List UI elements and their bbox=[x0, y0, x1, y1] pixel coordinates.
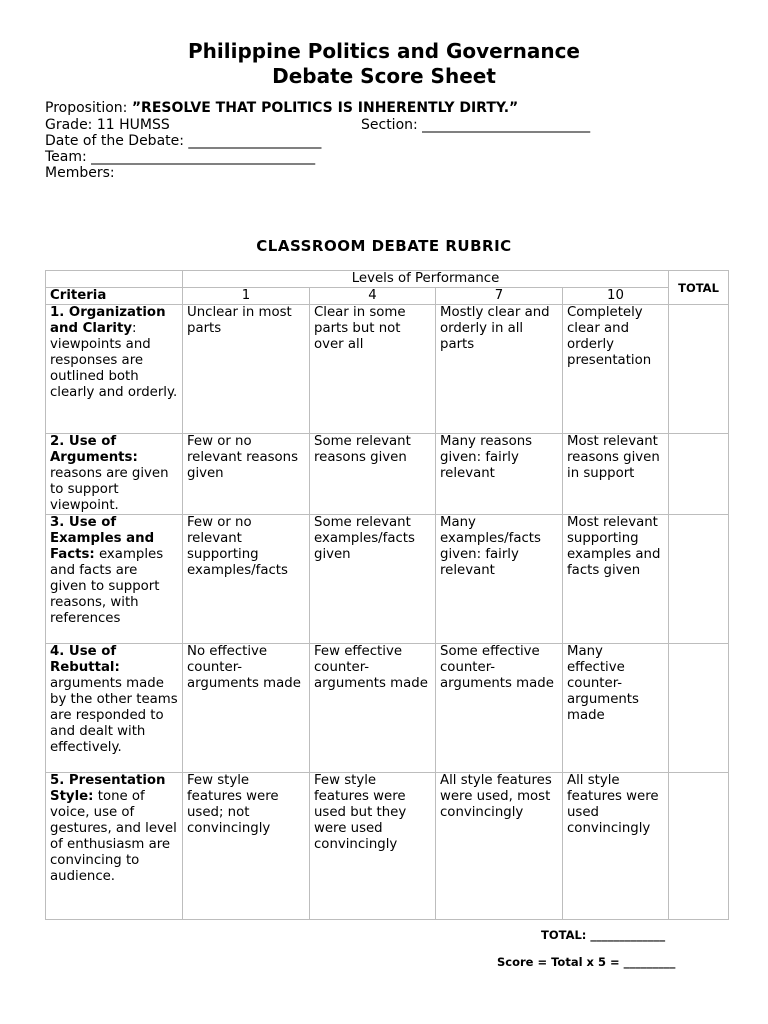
score-line: Score = Total x 5 = _________ bbox=[497, 955, 676, 969]
level-cell: No effective counter-arguments made bbox=[183, 644, 310, 773]
level-header: 4 bbox=[310, 288, 436, 305]
section-field: Section: ________________________ bbox=[361, 117, 591, 133]
grade-field: Grade: 11 HUMSS bbox=[45, 117, 170, 133]
level-header: 10 bbox=[563, 288, 669, 305]
level-cell: Clear in some parts but not over all bbox=[310, 305, 436, 434]
rubric-title: CLASSROOM DEBATE RUBRIC bbox=[256, 237, 512, 255]
criteria-cell bbox=[46, 515, 183, 644]
criteria-name: 2. Use of Arguments: bbox=[50, 434, 138, 465]
table-row bbox=[46, 644, 729, 773]
criteria-cell bbox=[46, 434, 183, 515]
proposition-label: Proposition: bbox=[45, 100, 132, 116]
criteria-cell bbox=[46, 773, 183, 920]
criteria-name: 1. Organization and Clarity bbox=[50, 305, 166, 336]
level-header: 1 bbox=[183, 288, 310, 305]
level-cell: Few style features were used but they were used convincingly bbox=[310, 773, 436, 920]
criteria-description: reasons are given to support viewpoint. bbox=[50, 466, 169, 513]
criteria-header: Criteria bbox=[46, 288, 183, 305]
level-cell: Few style features were used; not convincingly bbox=[183, 773, 310, 920]
level-header: 7 bbox=[436, 288, 563, 305]
level-cell: Most relevant supporting examples and facts given bbox=[563, 515, 669, 644]
level-cell: Some relevant reasons given bbox=[310, 434, 436, 515]
total-cell bbox=[669, 305, 729, 434]
total-line: TOTAL: _____________ bbox=[541, 928, 666, 942]
level-cell: Few or no relevant reasons given bbox=[183, 434, 310, 515]
rubric-table bbox=[45, 270, 729, 920]
level-cell: Some relevant examples/facts given bbox=[310, 515, 436, 644]
date-field: Date of the Debate: ___________________ bbox=[45, 133, 322, 149]
level-cell: Some effective counter-arguments made bbox=[436, 644, 563, 773]
members-field: Members: bbox=[45, 165, 115, 181]
table-row bbox=[46, 305, 729, 434]
criteria-description: examples and facts are given to support reasons, with references bbox=[50, 547, 164, 626]
total-cell bbox=[669, 434, 729, 515]
criteria-cell bbox=[46, 305, 183, 434]
criteria-name: 4. Use of Rebuttal: bbox=[50, 644, 120, 675]
level-cell: Many effective counter-arguments made bbox=[563, 644, 669, 773]
criteria-name: 3. Use of Examples and Facts: bbox=[50, 515, 155, 562]
level-cell: Most relevant reasons given in support bbox=[563, 434, 669, 515]
empty-header-cell bbox=[46, 271, 183, 288]
document-subtitle: Debate Score Sheet bbox=[272, 64, 496, 88]
level-cell: Few effective counter-arguments made bbox=[310, 644, 436, 773]
criteria-description: arguments made by the other teams are responded to and dealt with effectively. bbox=[50, 676, 178, 755]
table-row bbox=[46, 773, 729, 920]
level-cell: Unclear in most parts bbox=[183, 305, 310, 434]
total-cell bbox=[669, 773, 729, 920]
criteria-cell bbox=[46, 644, 183, 773]
level-cell: Mostly clear and orderly in all parts bbox=[436, 305, 563, 434]
table-row bbox=[46, 515, 729, 644]
total-header: TOTAL bbox=[669, 271, 729, 305]
level-cell: Completely clear and orderly presentation bbox=[563, 305, 669, 434]
criteria-description: tone of voice, use of gestures, and level of enthusiasm are convincing to audience. bbox=[50, 789, 177, 884]
level-cell: Many examples/facts given: fairly relevant bbox=[436, 515, 563, 644]
total-cell bbox=[669, 515, 729, 644]
criteria-name: 5. Presentation Style: bbox=[50, 773, 166, 804]
levels-header: Levels of Performance bbox=[183, 271, 669, 288]
team-field: Team: ________________________________ bbox=[45, 149, 316, 165]
table-row bbox=[46, 434, 729, 515]
proposition-line bbox=[45, 100, 518, 117]
proposition-value: ”RESOLVE THAT POLITICS IS INHERENTLY DIRTY.” bbox=[131, 100, 519, 116]
total-cell bbox=[669, 644, 729, 773]
level-cell: Many reasons given: fairly relevant bbox=[436, 434, 563, 515]
level-cell: All style features were used, most convincingly bbox=[436, 773, 563, 920]
criteria-description: : viewpoints and responses are outlined both clearly and orderly. bbox=[50, 321, 178, 400]
document-title: Philippine Politics and Governance bbox=[188, 39, 580, 63]
level-cell: All style features were used convincingly bbox=[563, 773, 669, 920]
level-cell: Few or no relevant supporting examples/facts bbox=[183, 515, 310, 644]
